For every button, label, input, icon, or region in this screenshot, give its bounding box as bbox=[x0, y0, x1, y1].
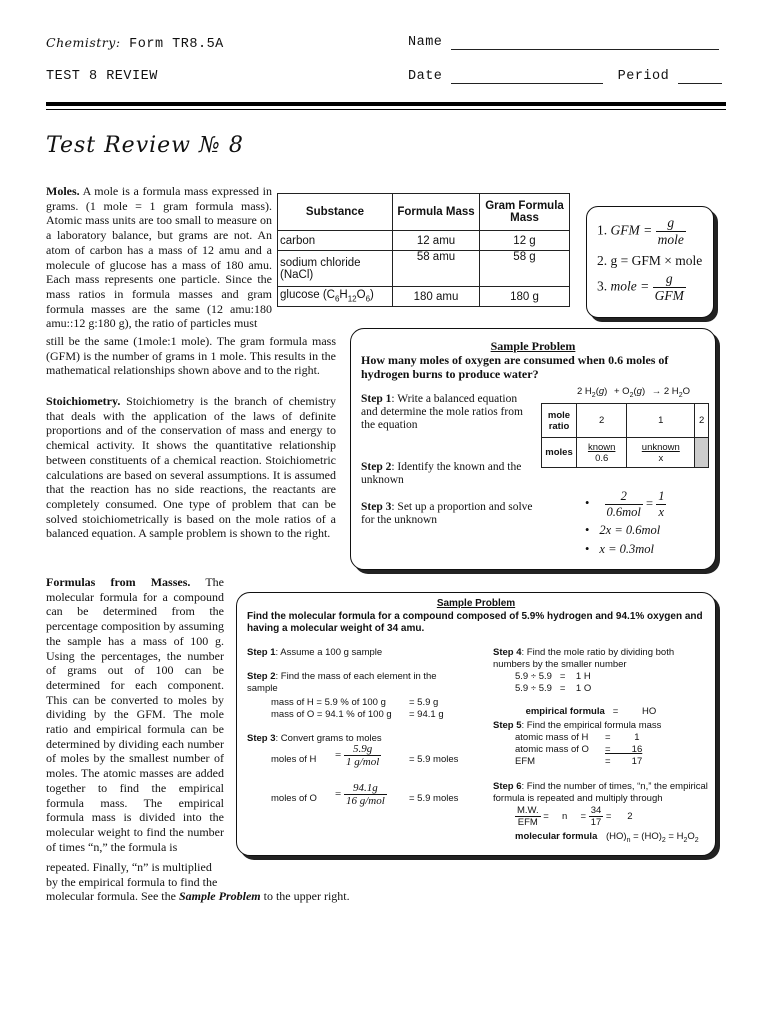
date-field[interactable]: Date Period bbox=[408, 69, 722, 84]
sp2-step6-mol: molecular formula $(HO)_n = (HO)_2 = H_2O_2$ bbox=[515, 831, 699, 844]
page-title: Test Review № 8 bbox=[46, 133, 244, 158]
sp2-step5-o-val: = 16 bbox=[605, 744, 643, 755]
col-substance: Substance bbox=[278, 194, 393, 231]
name-line[interactable] bbox=[451, 36, 719, 50]
sp2-step2-o: mass of O = 94.1 % of 100 g bbox=[271, 709, 392, 720]
cell-fm: 58 amu bbox=[393, 251, 480, 287]
sp1-step3: Step 3: Set up a proportion and solve for the unknown bbox=[361, 501, 533, 526]
period-label: Period bbox=[617, 69, 670, 84]
stoich-paragraph bbox=[46, 394, 336, 541]
moles-paragraph-cont: still be the same (1mole:1 mole). The gram formula mass (GFM) is the number of grams in 1 mole. This results in the mathematical relationships shown above and to the right. bbox=[46, 334, 336, 378]
sp2-question: Find the molecular formula for a compound composed of 5.9% hydrogen and 94.1% oxygen and having a molecular weight of 34 amu. bbox=[247, 611, 703, 634]
sp2-step4-l2: 5.9 ÷ 5.9 = 1 O bbox=[515, 683, 592, 694]
formmass-heading: Formulas from Masses. bbox=[46, 575, 191, 589]
cell-substance: sodium chloride (NaCl) bbox=[278, 251, 393, 287]
ratio-cell: 2 bbox=[577, 404, 627, 438]
formula-2: 2. g = GFM × mole bbox=[597, 253, 703, 268]
sp2-step3-h-frac: = $\frac{5.9g}{\text{1 g/mol}}$ bbox=[335, 743, 380, 768]
substance-table bbox=[277, 193, 570, 307]
sp1-solution-1: • $\frac{2}{\text{0.6mol}}$ = $\frac{1}{x}$ bbox=[585, 489, 665, 519]
shaded-cell bbox=[695, 438, 709, 468]
sp2-title: Sample Problem bbox=[436, 598, 516, 609]
cell-fm: 180 amu bbox=[393, 287, 480, 307]
f3-den: GFM bbox=[654, 288, 684, 303]
form-label: Form TR8.5A bbox=[129, 37, 224, 52]
moles-heading: Moles. bbox=[46, 184, 80, 198]
sp2-step2-h-val: = 5.9 g bbox=[409, 697, 439, 708]
sp2-step3-o-frac: = $\frac{94.1g}{\text{16 g/mol}}$ bbox=[335, 782, 385, 807]
cell-substance-glucose: glucose $(C_6H_{12}O_6)$ bbox=[278, 287, 393, 307]
f3-num: g bbox=[653, 271, 686, 288]
sp1-step1: Step 1: Write a balanced equation and determine the mole ratios from the equation bbox=[361, 393, 523, 431]
col-formula-mass: Formula Mass bbox=[393, 194, 480, 231]
sp1-equation: 2 $H_2(g) + O_2(g) \to 2$ $H_2O$ bbox=[577, 386, 690, 399]
f1-num: g bbox=[656, 215, 686, 232]
period-line[interactable] bbox=[678, 70, 722, 84]
sp2-step3: Step 3: Convert grams to moles bbox=[247, 733, 382, 744]
moles-text-a: A mole is a formula mass expressed in grams. (1 mole = 1 gram formula mass). Atomic mass units are too small to measure on a laboratory balance, but grams are not. An atom of carbon has a mass of 12 amu and a molecule of glucose has a mass of 180 amu. Each mass represents one particle. Since the mass ratios in formula masses and gram formula masses are the same (12 amu:180 amu::12 g:180 g), the ratio of particles must bbox=[46, 184, 272, 331]
sp2-step4-l1: 5.9 ÷ 5.9 = 1 H bbox=[515, 671, 591, 682]
col-gram-formula-mass: Gram Formula Mass bbox=[480, 194, 570, 231]
sp2-step5-o: atomic mass of O bbox=[515, 744, 589, 755]
sp2-step5-efm-val: = 17 bbox=[605, 756, 643, 767]
sp2-step4-emp: empirical formula = HO bbox=[525, 706, 657, 717]
sp2-step3-h-val: = 5.9 moles bbox=[409, 754, 459, 765]
cell-substance: carbon bbox=[278, 231, 393, 251]
sample-problem-1 bbox=[350, 328, 716, 570]
stoich-text: Stoichiometry is the branch of chemistry that deals with the application of the laws of definite proportions and of the conservation of mass and energy to chemical activity. It shows the quantitative relationship between constituents of a chemical reaction. Stoichiometric calculations are based on several assumptions. It is assumed that the reaction has no side reactions, the reactants are completely consumed. One type of problem that can be solved stoichiometrically is based on the mole ratios of a balanced equation. A sample problem is shown to the right. bbox=[46, 394, 336, 541]
moles-paragraph bbox=[46, 184, 272, 331]
course-form bbox=[46, 35, 224, 52]
ratio-cell: 1 bbox=[627, 404, 695, 438]
sp1-solution-2: • 2x = 0.6mol bbox=[585, 523, 661, 537]
formula-1: 1. GFM = $\frac{g}{\text{mole}}$ bbox=[597, 215, 684, 247]
sp2-step2: Step 2: Find the mass of each element in the sample bbox=[247, 671, 437, 694]
name-field[interactable]: Name bbox=[408, 35, 719, 50]
sp2-step1: Step 1: Assume a 100 g sample bbox=[247, 647, 383, 658]
sp1-step2: Step 2: Identify the known and the unknown bbox=[361, 461, 522, 486]
sp2-step5-h-val: = 1 bbox=[605, 732, 640, 743]
moles-row-label: moles bbox=[542, 438, 577, 468]
sp2-step5-h: atomic mass of H bbox=[515, 732, 589, 743]
f1-den: mole bbox=[657, 232, 684, 247]
test-label: TEST 8 REVIEW bbox=[46, 69, 158, 84]
sp2-step5: Step 5: Find the empirical formula mass bbox=[493, 720, 662, 731]
sp2-step2-h: mass of H = 5.9 % of 100 g bbox=[271, 697, 386, 708]
date-line[interactable] bbox=[451, 70, 603, 84]
sp2-step6: Step 6: Find the number of times, “n,” the empirical formula is repeated and multiply through bbox=[493, 781, 708, 804]
sp2-step3-o-val: = 5.9 moles bbox=[409, 793, 459, 804]
formula-box bbox=[586, 206, 714, 318]
unknown-cell: unknown x bbox=[627, 438, 695, 468]
header-rule-thick bbox=[46, 102, 726, 106]
formula-3: 3. mole = $\frac{g}{\text{GFM}}$ bbox=[597, 271, 684, 303]
header-rule-thin bbox=[46, 109, 726, 110]
sample-problem-ref: Sample Problem bbox=[178, 889, 261, 904]
known-cell: known 0.6 bbox=[577, 438, 627, 468]
formmass-paragraph: Formulas from Masses. The molecular formula for a compound can be determined from the percentage composition by assuming the sample has a mass of 100 g. Using the percentages, the number of grams out of 100 can be determined for each component. This can be converted to moles by dividing by the GFM. The mole ratio and empirical formula can be determined by dividing each number of moles by the smallest number of moles. The atomic masses are added together to find the empirical formula mass. The empirical formula mass is divided into the molecular weight to find the number of times “n,” the formula is bbox=[46, 575, 224, 854]
cell-gfm: 58 g bbox=[480, 251, 570, 287]
stoich-heading: Stoichiometry. bbox=[46, 394, 121, 408]
course-label: Chemistry: bbox=[46, 35, 121, 50]
formmass-paragraph-cont: repeated. Finally, “n” is multiplied by the empirical formula to find the molecular formula. See the Sample Problem to the upper right. bbox=[46, 860, 350, 904]
ratio-row-label: mole ratio bbox=[542, 404, 577, 438]
sp2-step2-o-val: = 94.1 g bbox=[409, 709, 444, 720]
sp1-title: Sample Problem bbox=[490, 339, 576, 353]
sp2-step3-o: moles of O bbox=[271, 793, 317, 804]
cell-fm: 12 amu bbox=[393, 231, 480, 251]
sp2-step6-ratio: $\frac{M.W.}{\text{EFM}}$ = n = $\frac{34}{17}$ = 2 bbox=[517, 805, 633, 828]
sp1-solution-3: • x = 0.3mol bbox=[585, 542, 654, 556]
sp2-step4: Step 4: Find the mole ratio by dividing both numbers by the smaller number bbox=[493, 647, 675, 670]
sp2-step5-efm: EFM bbox=[515, 756, 536, 767]
cell-gfm: 12 g bbox=[480, 231, 570, 251]
ratio-cell: 2 bbox=[695, 404, 709, 438]
sp1-question: How many moles of oxygen are consumed when 0.6 moles of hydrogen burns to produce water? bbox=[361, 353, 669, 381]
sp1-ratio-table bbox=[541, 403, 709, 468]
cell-gfm: 180 g bbox=[480, 287, 570, 307]
sp2-step3-h: moles of H bbox=[271, 754, 317, 765]
sample-problem-2 bbox=[236, 592, 716, 856]
